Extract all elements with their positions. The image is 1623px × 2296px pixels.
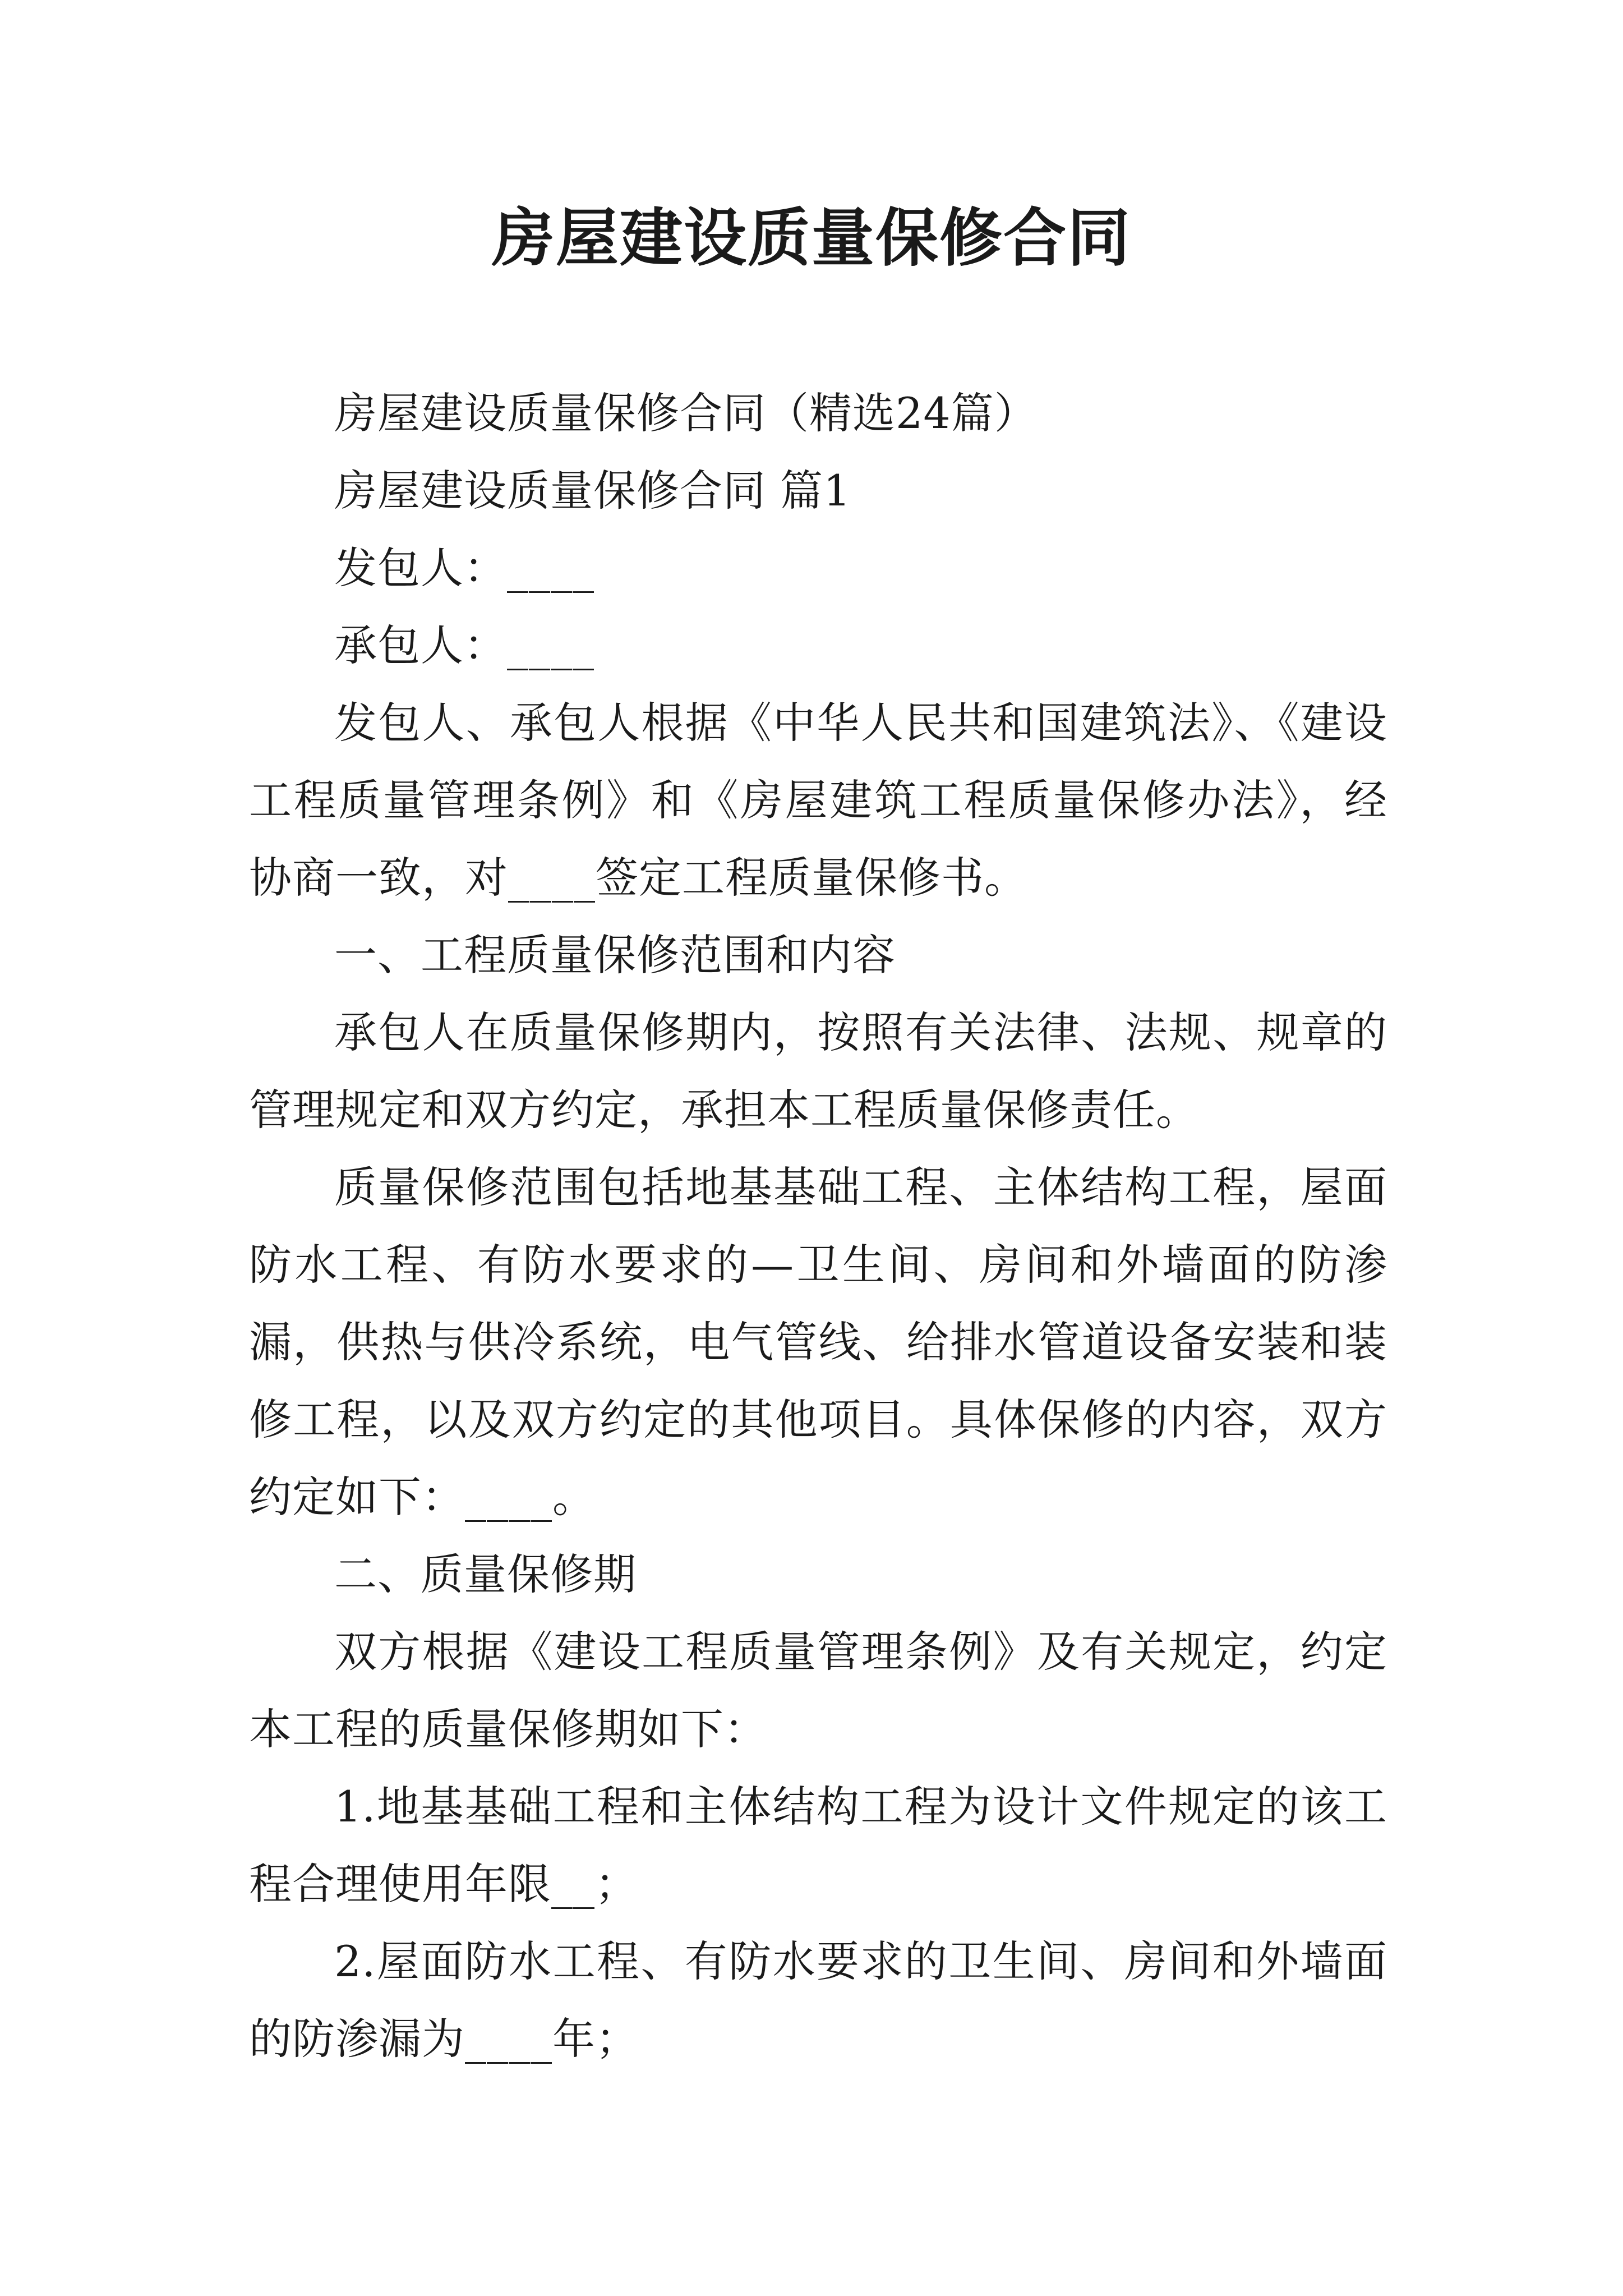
document-body (249, 375, 1387, 2078)
paragraph-party-b: 承包人：____ (334, 620, 594, 670)
paragraph-item-1: 1.地基基础工程和主体结构工程为设计文件规定的该工程合理使用年限__； (249, 1782, 1387, 1909)
paragraph-item-2: 2.屋面防水工程、有防水要求的卫生间、房间和外墙面的防渗漏为____年； (249, 1936, 1387, 2064)
paragraph-party-a: 发包人：____ (334, 543, 594, 593)
paragraph-subtitle: 房屋建设质量保修合同（精选24篇） (334, 388, 1038, 438)
paragraph-responsibility: 承包人在质量保修期内，按照有关法律、法规、规章的管理规定和双方约定，承担本工程质量保修责任。 (249, 1007, 1387, 1135)
document-title: 房屋建设质量保修合同 (492, 201, 1131, 275)
paragraph-period-intro: 双方根据《建设工程质量管理条例》及有关规定，约定本工程的质量保修期如下： (249, 1627, 1387, 1754)
paragraph-heading-period: 二、质量保修期 (334, 1549, 637, 1599)
paragraph-preamble: 发包人、承包人根据《中华人民共和国建筑法》、《建设工程质量管理条例》和《房屋建筑工程质量保修办法》，经协商一致，对____签定工程质量保修书。 (249, 698, 1387, 903)
paragraph-section-heading: 房屋建设质量保修合同 篇1 (334, 466, 851, 516)
paragraph-scope-details: 质量保修范围包括地基基础工程、主体结构工程，屋面防水工程、有防水要求的—卫生间、房间和外墙面的防渗漏，供热与供冷系统，电气管线、给排水管道设备安装和装修工程，以及双方约定的其他项目。具体保修的内容，双方约定如下：____。 (249, 1162, 1387, 1522)
paragraph-heading-scope: 一、工程质量保修范围和内容 (334, 930, 896, 980)
